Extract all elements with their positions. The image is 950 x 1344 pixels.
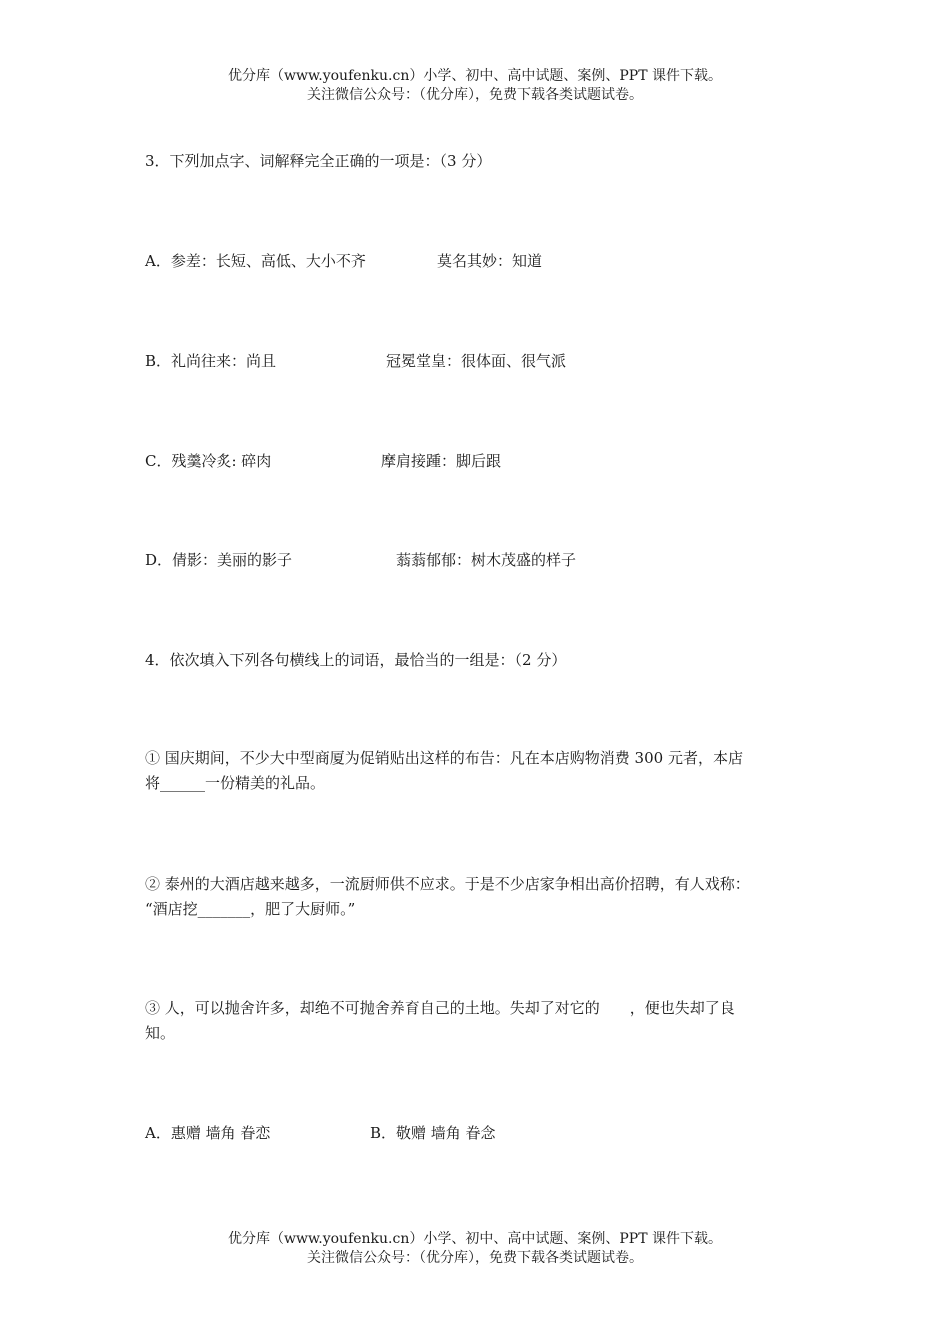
q3-option-d-part2: 蓊蓊郁郁：树木茂盛的样子 [396,551,577,569]
q3-option-c [145,449,502,473]
q4-sentence-3-line-1: ③ 人，可以抛舍许多，却绝不可抛舍养育自己的土地。失却了对它的 ，便也失却了良 [145,999,735,1017]
question-4-stem: 4．依次填入下列各句横线上的词语，最恰当的一组是：（2 分） [145,651,567,669]
q4-sentence-1 [145,746,817,796]
q4-choice-a: A．惠赠 墙角 眷恋 [145,1124,271,1142]
q4-sentence-1-line-2: 将______一份精美的礼品。 [145,774,326,792]
question-3-stem: 3．下列加点字、词解释完全正确的一项是：（3 分） [145,152,492,170]
q3-option-a [145,249,543,273]
q4-sentence-3-line-2: 知。 [145,1024,176,1042]
q4-choice-b: B．敬赠 墙角 眷念 [370,1124,496,1142]
q4-sentence-1-line-1: ① 国庆期间，不少大中型商厦为促销贴出这样的布告：凡在本店购物消费 300 元者，本店 [145,749,743,767]
q3-option-b-part2: 冠冕堂皇：很体面、很气派 [386,352,567,370]
q3-option-b [145,349,567,373]
page-header [0,67,950,105]
q3-option-d-part1: D．倩影：美丽的影子 [145,551,293,569]
footer-line-1: 优分库（www.youfenku.cn）小学、初中、高中试题、案例、PPT 课件下载。 [227,1231,722,1247]
page-footer [0,1230,950,1268]
q4-sentence-3 [145,996,817,1046]
q3-option-a-part2: 莫名其妙：知道 [437,252,543,270]
q3-option-b-part1: B．礼尚往来：尚且 [145,352,277,370]
header-line-1: 优分库（www.youfenku.cn）小学、初中、高中试题、案例、PPT 课件下载。 [227,68,722,84]
q4-sentence-2-line-1: ② 泰州的大酒店越来越多，一流厨师供不应求。于是不少店家争相出高价招聘，有人戏称： [145,875,750,893]
q3-option-d [145,548,577,572]
header-line-2: 关注微信公众号：（优分库），免费下载各类试题试卷。 [307,87,643,103]
q4-sentence-2-line-2: “酒店挖_______，肥了大厨师。” [145,900,356,918]
q3-option-a-part1: A．参差：长短、高低、大小不齐 [145,252,366,270]
q3-option-c-part2: 摩肩接踵：脚后跟 [381,452,502,470]
footer-line-2: 关注微信公众号：（优分库），免费下载各类试题试卷。 [307,1250,643,1266]
q4-choices [145,1121,496,1145]
q4-sentence-2 [145,872,817,922]
q3-option-c-part1: C．残羹冷炙: 碎肉 [145,452,272,470]
